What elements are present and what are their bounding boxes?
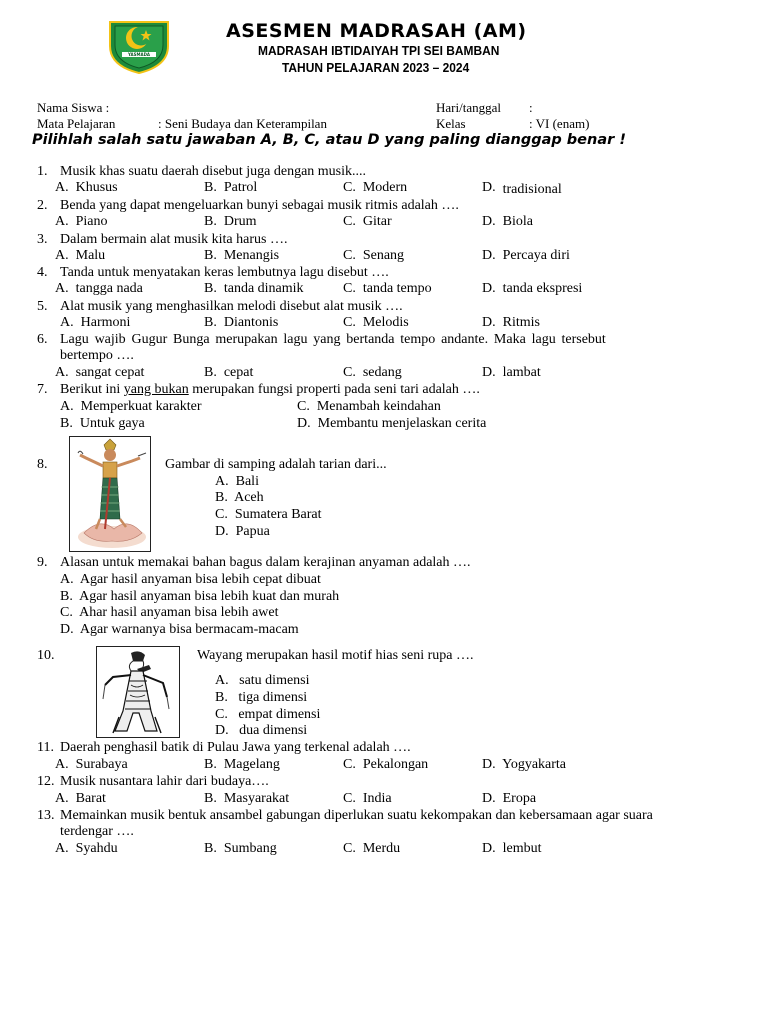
question-text-part: Berikut ini xyxy=(60,382,124,397)
option-letter: C. xyxy=(60,605,73,620)
option-letter: B. xyxy=(204,365,217,380)
option-d xyxy=(215,722,307,739)
option-a xyxy=(55,756,128,773)
option-letter: D. xyxy=(482,248,496,263)
option-b xyxy=(60,415,145,432)
question-text: Daerah penghasil batik di Pulau Jawa yang terkenal adalah …. xyxy=(60,740,411,755)
option-text: tangga nada xyxy=(75,281,143,296)
option-c xyxy=(60,604,279,621)
option-c xyxy=(343,247,404,264)
option-text: Magelang xyxy=(223,757,280,772)
option-letter: C. xyxy=(343,281,356,296)
option-text: Sumatera Barat xyxy=(234,507,322,522)
option-d xyxy=(60,621,299,638)
option-b xyxy=(204,790,289,807)
question-number: 4. xyxy=(37,265,48,280)
option-letter: D. xyxy=(297,416,311,431)
option-text: dua dimensi xyxy=(239,723,308,738)
option-letter: D. xyxy=(482,791,496,806)
option-b xyxy=(204,247,279,264)
option-b xyxy=(204,364,253,381)
option-text: Agar hasil anyaman bisa lebih kuat dan murah xyxy=(79,589,340,604)
option-text: Untuk gaya xyxy=(79,416,145,431)
question-number: 11. xyxy=(37,740,54,755)
date-label: Hari/tanggal xyxy=(436,100,501,115)
option-letter: D. xyxy=(482,214,496,229)
option-letter: C. xyxy=(343,214,356,229)
option-letter: A. xyxy=(55,180,69,195)
option-letter: B. xyxy=(204,315,217,330)
option-text: Papua xyxy=(235,524,270,539)
option-letter: C. xyxy=(215,707,228,722)
option-a xyxy=(55,247,105,264)
question-text: Musik khas suatu daerah disebut juga dengan musik.... xyxy=(60,164,367,179)
option-text: Merdu xyxy=(362,841,401,856)
option-c xyxy=(343,364,402,381)
question-text: Wayang merupakan hasil motif hias seni rupa …. xyxy=(197,648,474,663)
option-letter: D. xyxy=(482,281,496,296)
option-letter: D. xyxy=(482,180,496,195)
option-text: India xyxy=(362,791,392,806)
option-text: Percaya diri xyxy=(502,248,570,263)
option-d xyxy=(482,179,562,196)
option-text: tradisional xyxy=(502,182,562,197)
option-text: Senang xyxy=(362,248,405,263)
option-d xyxy=(482,213,533,230)
question-number: 7. xyxy=(37,382,48,397)
option-letter: C. xyxy=(343,180,356,195)
option-text: Gitar xyxy=(362,214,392,229)
bali-dancer-image xyxy=(69,436,151,552)
school-year: TAHUN PELAJARAN 2023 – 2024 xyxy=(282,60,470,75)
option-b xyxy=(204,314,278,331)
wayang-illustration xyxy=(97,647,179,737)
question-text: Memainkan musik bentuk ansambel gabungan diperlukan suatu kekompakan dan kebersamaan agar suara xyxy=(60,808,653,823)
option-d xyxy=(482,790,536,807)
logo-text: YASMADA xyxy=(128,52,150,57)
question-text: Benda yang dapat mengeluarkan bunyi sebagai musik ritmis adalah …. xyxy=(60,198,459,213)
option-letter: B. xyxy=(204,757,217,772)
option-text: Menambah keindahan xyxy=(316,399,441,414)
option-letter: A. xyxy=(55,791,69,806)
question-text: Tanda untuk menyatakan keras lembutnya lagu disebut …. xyxy=(60,265,389,280)
option-text: cepat xyxy=(223,365,254,380)
option-text: Malu xyxy=(75,248,106,263)
option-text: Syahdu xyxy=(75,841,118,856)
instruction: Pilihlah salah satu jawaban A, B, C, atau D yang paling dianggap benar ! xyxy=(32,132,626,148)
option-letter: A. xyxy=(55,841,69,856)
question-text-continued: terdengar …. xyxy=(60,824,134,839)
option-text: lembut xyxy=(502,841,542,856)
option-letter: A. xyxy=(55,365,69,380)
option-text: sangat cepat xyxy=(75,365,145,380)
option-letter: D. xyxy=(482,365,496,380)
option-d xyxy=(215,523,270,540)
option-b xyxy=(204,213,257,230)
option-c xyxy=(343,790,392,807)
option-letter: B. xyxy=(215,690,228,705)
option-text: Biola xyxy=(502,214,533,229)
question-text: Lagu wajib Gugur Bunga merupakan lagu yang bertanda tempo andante. Maka lagu tersebut xyxy=(60,332,606,347)
option-letter: D. xyxy=(482,841,496,856)
question-number: 10. xyxy=(37,648,55,663)
option-a xyxy=(55,840,118,857)
question-number: 13. xyxy=(37,808,55,823)
option-text: Menangis xyxy=(223,248,280,263)
option-letter: C. xyxy=(343,315,356,330)
option-letter: A. xyxy=(215,673,229,688)
option-letter: C. xyxy=(343,248,356,263)
option-text: Surabaya xyxy=(75,757,128,772)
option-c xyxy=(343,314,409,331)
option-letter: C. xyxy=(343,841,356,856)
option-letter: D. xyxy=(60,622,74,637)
question-number: 8. xyxy=(37,457,48,472)
option-letter: B. xyxy=(204,791,217,806)
class-label: Kelas xyxy=(436,116,466,131)
option-b xyxy=(215,689,307,706)
option-c xyxy=(343,280,432,297)
option-text: lambat xyxy=(502,365,541,380)
option-text: Drum xyxy=(223,214,257,229)
option-a xyxy=(215,473,259,490)
option-letter: A. xyxy=(60,572,74,587)
option-text: empat dimensi xyxy=(238,707,321,722)
option-text: Ahar hasil anyaman bisa lebih awet xyxy=(79,605,279,620)
option-letter: C. xyxy=(343,757,356,772)
question-text-part: merupakan fungsi properti pada seni tari adalah …. xyxy=(188,382,480,397)
option-text: Masyarakat xyxy=(223,791,290,806)
student-name-label: Nama Siswa : xyxy=(37,100,110,115)
option-letter: A. xyxy=(60,399,74,414)
option-letter: A. xyxy=(60,315,74,330)
option-c xyxy=(297,398,441,415)
option-letter: A. xyxy=(215,474,229,489)
option-c xyxy=(343,756,428,773)
date-value: : xyxy=(529,100,533,115)
option-b xyxy=(215,489,264,506)
option-a xyxy=(60,314,130,331)
school-logo-shield xyxy=(106,18,172,74)
question-text: Alat musik yang menghasilkan melodi disebut alat musik …. xyxy=(60,299,403,314)
option-a xyxy=(215,672,310,689)
option-text: Aceh xyxy=(234,490,264,505)
option-a xyxy=(60,571,321,588)
option-letter: C. xyxy=(297,399,310,414)
school-name: MADRASAH IBTIDAIYAH TPI SEI BAMBAN xyxy=(258,43,500,58)
option-c xyxy=(343,213,392,230)
option-text: Ritmis xyxy=(502,315,540,330)
option-d xyxy=(297,415,486,432)
option-a xyxy=(55,179,118,196)
option-text: Yogyakarta xyxy=(502,757,567,772)
wayang-image xyxy=(96,646,180,738)
question-text: Musik nusantara lahir dari budaya…. xyxy=(60,774,269,789)
subject-label: Mata Pelajaran xyxy=(37,116,116,131)
question-text-continued: bertempo …. xyxy=(60,348,134,363)
option-a xyxy=(55,213,108,230)
option-d xyxy=(482,247,570,264)
question-text xyxy=(60,381,480,398)
option-letter: B. xyxy=(60,416,73,431)
option-c xyxy=(343,840,400,857)
option-text: Memperkuat karakter xyxy=(80,399,202,414)
option-d xyxy=(482,756,566,773)
option-a xyxy=(55,364,144,381)
option-letter: D. xyxy=(215,524,229,539)
option-text: Eropa xyxy=(502,791,537,806)
option-text: tanda dinamik xyxy=(223,281,304,296)
option-c xyxy=(343,179,407,196)
option-text: Diantonis xyxy=(223,315,279,330)
option-b xyxy=(204,280,304,297)
question-number: 12. xyxy=(37,774,55,789)
option-text: Patrol xyxy=(223,180,258,195)
underlined-phrase: yang bukan xyxy=(123,382,189,397)
option-text: Piano xyxy=(75,214,108,229)
option-d xyxy=(482,314,540,331)
question-text: Dalam bermain alat musik kita harus …. xyxy=(60,232,288,247)
option-d xyxy=(482,280,582,297)
option-text: tanda tempo xyxy=(362,281,432,296)
option-d xyxy=(482,840,542,857)
option-text: Bali xyxy=(235,474,259,489)
question-text: Gambar di samping adalah tarian dari... xyxy=(165,457,387,472)
option-letter: B. xyxy=(204,248,217,263)
option-letter: D. xyxy=(482,315,496,330)
exam-title: ASESMEN MADRASAH (AM) xyxy=(226,20,527,42)
option-text: Modern xyxy=(362,180,408,195)
option-letter: C. xyxy=(343,365,356,380)
question-number: 2. xyxy=(37,198,48,213)
subject-value: : Seni Budaya dan Keterampilan xyxy=(158,116,327,131)
question-number: 9. xyxy=(37,555,48,570)
option-b xyxy=(204,840,277,857)
option-a xyxy=(60,398,202,415)
option-a xyxy=(55,280,143,297)
option-text: Khusus xyxy=(75,180,118,195)
option-letter: B. xyxy=(204,281,217,296)
option-letter: B. xyxy=(204,180,217,195)
option-text: Agar hasil anyaman bisa lebih cepat dibuat xyxy=(79,572,321,587)
question-number: 6. xyxy=(37,332,48,347)
option-text: Agar warnanya bisa bermacam-macam xyxy=(79,622,299,637)
option-c xyxy=(215,706,320,723)
option-c xyxy=(215,506,322,523)
school-logo xyxy=(106,18,172,74)
class-value: : VI (enam) xyxy=(529,116,590,131)
option-text: Sumbang xyxy=(223,841,277,856)
option-b xyxy=(204,179,257,196)
option-letter: B. xyxy=(215,490,228,505)
option-text: Melodis xyxy=(362,315,409,330)
question-text: Alasan untuk memakai bahan bagus dalam kerajinan anyaman adalah …. xyxy=(60,555,471,570)
option-letter: B. xyxy=(204,214,217,229)
option-text: Membantu menjelaskan cerita xyxy=(317,416,487,431)
option-text: Pekalongan xyxy=(362,757,429,772)
question-number: 5. xyxy=(37,299,48,314)
question-number: 3. xyxy=(37,232,48,247)
option-text: tiga dimensi xyxy=(238,690,308,705)
option-letter: A. xyxy=(55,281,69,296)
option-text: Barat xyxy=(75,791,106,806)
option-letter: D. xyxy=(215,723,229,738)
option-text: Harmoni xyxy=(80,315,131,330)
option-letter: C. xyxy=(343,791,356,806)
dancer-illustration xyxy=(70,437,150,551)
option-letter: A. xyxy=(55,214,69,229)
option-letter: D. xyxy=(482,757,496,772)
option-a xyxy=(55,790,106,807)
option-d xyxy=(482,364,541,381)
option-letter: B. xyxy=(204,841,217,856)
question-number: 1. xyxy=(37,164,48,179)
option-text: sedang xyxy=(362,365,402,380)
option-letter: B. xyxy=(60,589,73,604)
option-text: satu dimensi xyxy=(239,673,310,688)
option-b xyxy=(204,756,280,773)
option-text: tanda ekspresi xyxy=(502,281,583,296)
option-b xyxy=(60,588,339,605)
option-letter: A. xyxy=(55,757,69,772)
option-letter: C. xyxy=(215,507,228,522)
option-letter: A. xyxy=(55,248,69,263)
